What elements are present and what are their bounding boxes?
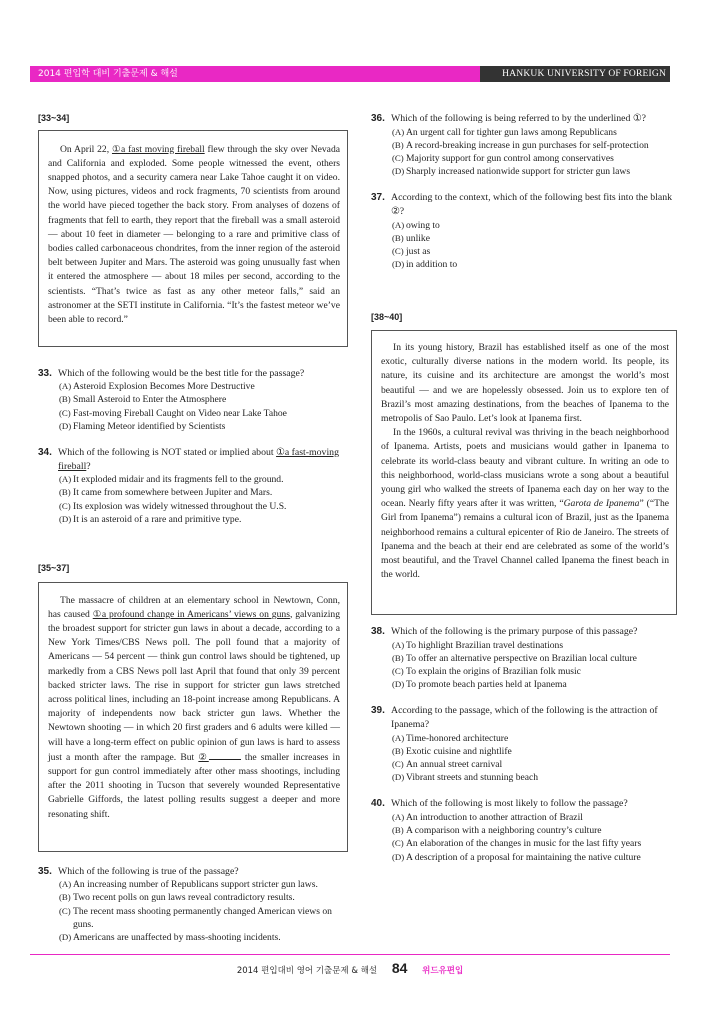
option-d[interactable]: (D) Vibrant streets and stunning beach <box>392 772 539 784</box>
question-number: 38. <box>371 626 385 637</box>
option-d[interactable]: (D) To promote beach parties held at Ipanema <box>392 679 567 691</box>
left-column <box>38 112 348 944</box>
option-c[interactable]: (C) An annual street carnival <box>392 759 503 770</box>
option-a[interactable]: (A) An increasing number of Republicans support stricter gun laws. <box>59 879 318 891</box>
option-d[interactable]: (D) A description of a proposal for maintaining the native culture <box>392 851 641 863</box>
passage-35-37 <box>38 582 348 852</box>
question-33 <box>38 367 348 433</box>
option-a[interactable]: (A) An introduction to another attraction of Brazil <box>392 812 583 823</box>
option-c[interactable]: (C) The recent mass shooting permanently changed American views on guns. <box>59 905 332 930</box>
option-a[interactable]: (A) owing to <box>392 219 440 231</box>
option-a[interactable]: (A) Time-honored architecture <box>392 732 509 744</box>
option-b[interactable]: (B) It came from somewhere between Jupiter and Mars. <box>59 487 273 499</box>
option-a[interactable]: (A) To highlight Brazilian travel destinations <box>392 639 564 651</box>
option-b[interactable]: (B) A comparison with a neighboring country’s culture <box>392 825 602 837</box>
question-37 <box>371 191 677 271</box>
question-38 <box>371 625 677 691</box>
option-a[interactable]: (A) An urgent call for tighter gun laws among Republicans <box>392 126 617 138</box>
question-number: 40. <box>371 798 385 810</box>
option-c[interactable]: (C) To explain the origins of Brazilian folk music <box>392 666 581 677</box>
passage-paragraph-1: In its young history, Brazil has established itself as one of the most exotic, culturally diverse nations in the modern world. Its people, its nature, its cuisine and its architecture are amongst the world’s most beautiful — and we are hopelessly obsessed. Join us to explore ten of Brazil’s most amazing destinations, from the beaches of Ipanema to the metropolis of Sao Paulo. Let’s look at Ipanema first. <box>381 342 669 425</box>
option-b[interactable]: (B) unlike <box>392 232 430 244</box>
underlined-phrase-1: ①a profound change in Americans’ views on guns <box>92 608 290 620</box>
question-35 <box>38 865 348 945</box>
question-text: Which of the following is the primary purpose of this passage? <box>391 626 638 637</box>
question-text: Which of the following is true of the passage? <box>58 865 239 877</box>
option-b[interactable]: (B) A record-breaking increase in gun purchases for self-protection <box>392 139 649 151</box>
underlined-phrase-1: ①a fast moving fireball <box>111 143 205 155</box>
header-university: HANKUK UNIVERSITY OF FOREIGN STUDIES <box>480 66 670 82</box>
right-column <box>371 112 677 864</box>
option-d[interactable]: (D) Flaming Meteor identified by Scientists <box>59 420 226 432</box>
page-header <box>30 66 670 95</box>
option-d[interactable]: (D) Americans are unaffected by mass-shooting incidents. <box>59 932 281 943</box>
option-c[interactable]: (C) An elaboration of the changes in music for the last fifty years <box>392 838 642 850</box>
option-d[interactable]: (D) Sharply increased nationwide support for stricter gun laws <box>392 166 631 178</box>
option-a[interactable]: (A) Asteroid Explosion Becomes More Destructive <box>59 381 255 393</box>
question-36 <box>371 112 677 178</box>
option-c[interactable]: (C) Its explosion was widely witnessed throughout the U.S. <box>59 500 287 512</box>
question-text: Which of the following is being referred to by the underlined ①? <box>391 113 646 124</box>
footer-title: 2014 편입대비 영어 기출문제 & 해설 <box>236 966 378 976</box>
question-34 <box>38 446 348 526</box>
option-b[interactable]: (B) Small Asteroid to Enter the Atmosphere <box>59 394 227 406</box>
question-text: Which of the following would be the best title for the passage? <box>58 367 305 379</box>
option-d[interactable]: (D) in addition to <box>392 259 458 271</box>
footer-brand: 위드유편입 <box>422 966 464 976</box>
footer-divider <box>30 954 670 955</box>
section-range-35-37: [35~37] <box>38 563 70 573</box>
question-39 <box>371 704 677 784</box>
question-number: 34. <box>38 447 52 458</box>
passage-paragraph-2: In the 1960s, a cultural revival was thriving in the beach neighborhood of Ipanema. Artists, poets and musicians would gather in Ipanema to celebrate its world-class beauty and vibrant culture. In writing an ode to this neighborhood, world-class musicians wrote a song about a beautiful young girl who walked the streets of Ipanema each day on her way to the ocean. Nearly fifty years after it was written, “Garota de Ipanema” (“The Girl from Ipanema”) remains a cultural icon of Brazil, just as the Ipanema neighborhood remains a cultural epicenter of Rio de Janeiro. The streets of Ipanema and the beach at their end are celebrated as some of the world’s most beautiful, and the Travel Channel called Ipanema the finest beach in the world. <box>381 427 669 581</box>
passage-paragraph: The massacre of children at an elementary school in Newtown, Conn, has caused ①a profound change in Americans’ views on guns, galvanizing the broadest support for stricter gun laws in about a decade, according to a New York Times/CBS News poll. The poll found that a majority of Americans — 54 percent — think gun control laws should be tightened, up markedly from a CBS News poll last April that found that only 39 percent backed stricter laws. The rise in support for stricter gun laws stretched across political lines, including an 18-point increase among Republicans. A majority of independents now back stricter gun laws. Whether the Newtown shooting — in which 20 first graders and 6 adults were killed — will have a long-term effect on public opinion of gun laws is hard to assess just a month after the rampage. But ② the smaller increases in support for gun control immediately after other mass shootings, including after the 2011 shooting in Tucson that severely wounded Representative Gabrielle Giffords, the latest polling results suggest a deeper and more resonating shift. <box>48 594 341 820</box>
question-number: 37. <box>371 192 385 204</box>
passage-paragraph: On April 22, ①a fast moving fireball flew through the sky over Nevada and California and exploded. Some people witnessed the event, others snapped photos, and a security camera near Lake Tahoe caught it on video. Now, using pictures, videos and rock fragments, 70 scientists from around the world have pieced together the back story. From analyses of dozens of fragments that fell to earth, they report that the fireball was a small asteroid — about 10 feet in diameter — belonging to a rare and primitive class of bodies called carbonaceous chondrites, from the inner region of the asteroid belt between Jupiter and Mars. The asteroid was going unusually fast when it entered the atmosphere — about 18 miles per second, according to the scientists. “That’s twice as fast as any other meteor falls,” said an astronomer at the SETI institute in California. “It’s the fastest meteor we’ve been able to record.” <box>48 143 340 326</box>
question-number: 33. <box>38 367 52 379</box>
question-number: 39. <box>371 705 385 717</box>
option-a[interactable]: (A) It exploded midair and its fragments fell to the ground. <box>59 474 284 486</box>
option-c[interactable]: (C) Fast-moving Fireball Caught on Video near Lake Tahoe <box>59 407 287 419</box>
question-text: Which of the following is NOT stated or implied about ①a fast-moving fireball? <box>58 447 339 472</box>
question-40 <box>371 797 677 863</box>
option-c[interactable]: (C) Majority support for gun control among conservatives <box>392 153 614 164</box>
question-text: According to the passage, which of the following is the attraction of Ipanema? <box>391 705 658 730</box>
question-text: According to the context, which of the following best fits into the blank ②? <box>391 192 673 217</box>
option-b[interactable]: (B) Exotic cuisine and nightlife <box>392 745 512 757</box>
question-number: 35. <box>38 865 52 877</box>
option-b[interactable]: (B) To offer an alternative perspective on Brazilian local culture <box>392 652 637 664</box>
option-c[interactable]: (C) just as <box>392 246 431 257</box>
page-number: 84 <box>391 960 408 976</box>
option-b[interactable]: (B) Two recent polls on gun laws reveal contradictory results. <box>59 892 295 904</box>
passage-38-40 <box>371 330 677 615</box>
option-d[interactable]: (D) It is an asteroid of a rare and primitive type. <box>59 513 242 525</box>
blank-2: ② <box>198 752 240 763</box>
question-number: 36. <box>371 113 385 124</box>
passage-33-34 <box>38 130 348 347</box>
header-title: 2014 편입학 대비 기출문제 & 해설 <box>30 66 480 82</box>
page-footer <box>30 954 670 976</box>
section-range-33-34: [33~34] <box>38 113 70 123</box>
question-text: Which of the following is most likely to follow the passage? <box>391 798 628 810</box>
section-range-38-40: [38~40] <box>371 312 403 323</box>
